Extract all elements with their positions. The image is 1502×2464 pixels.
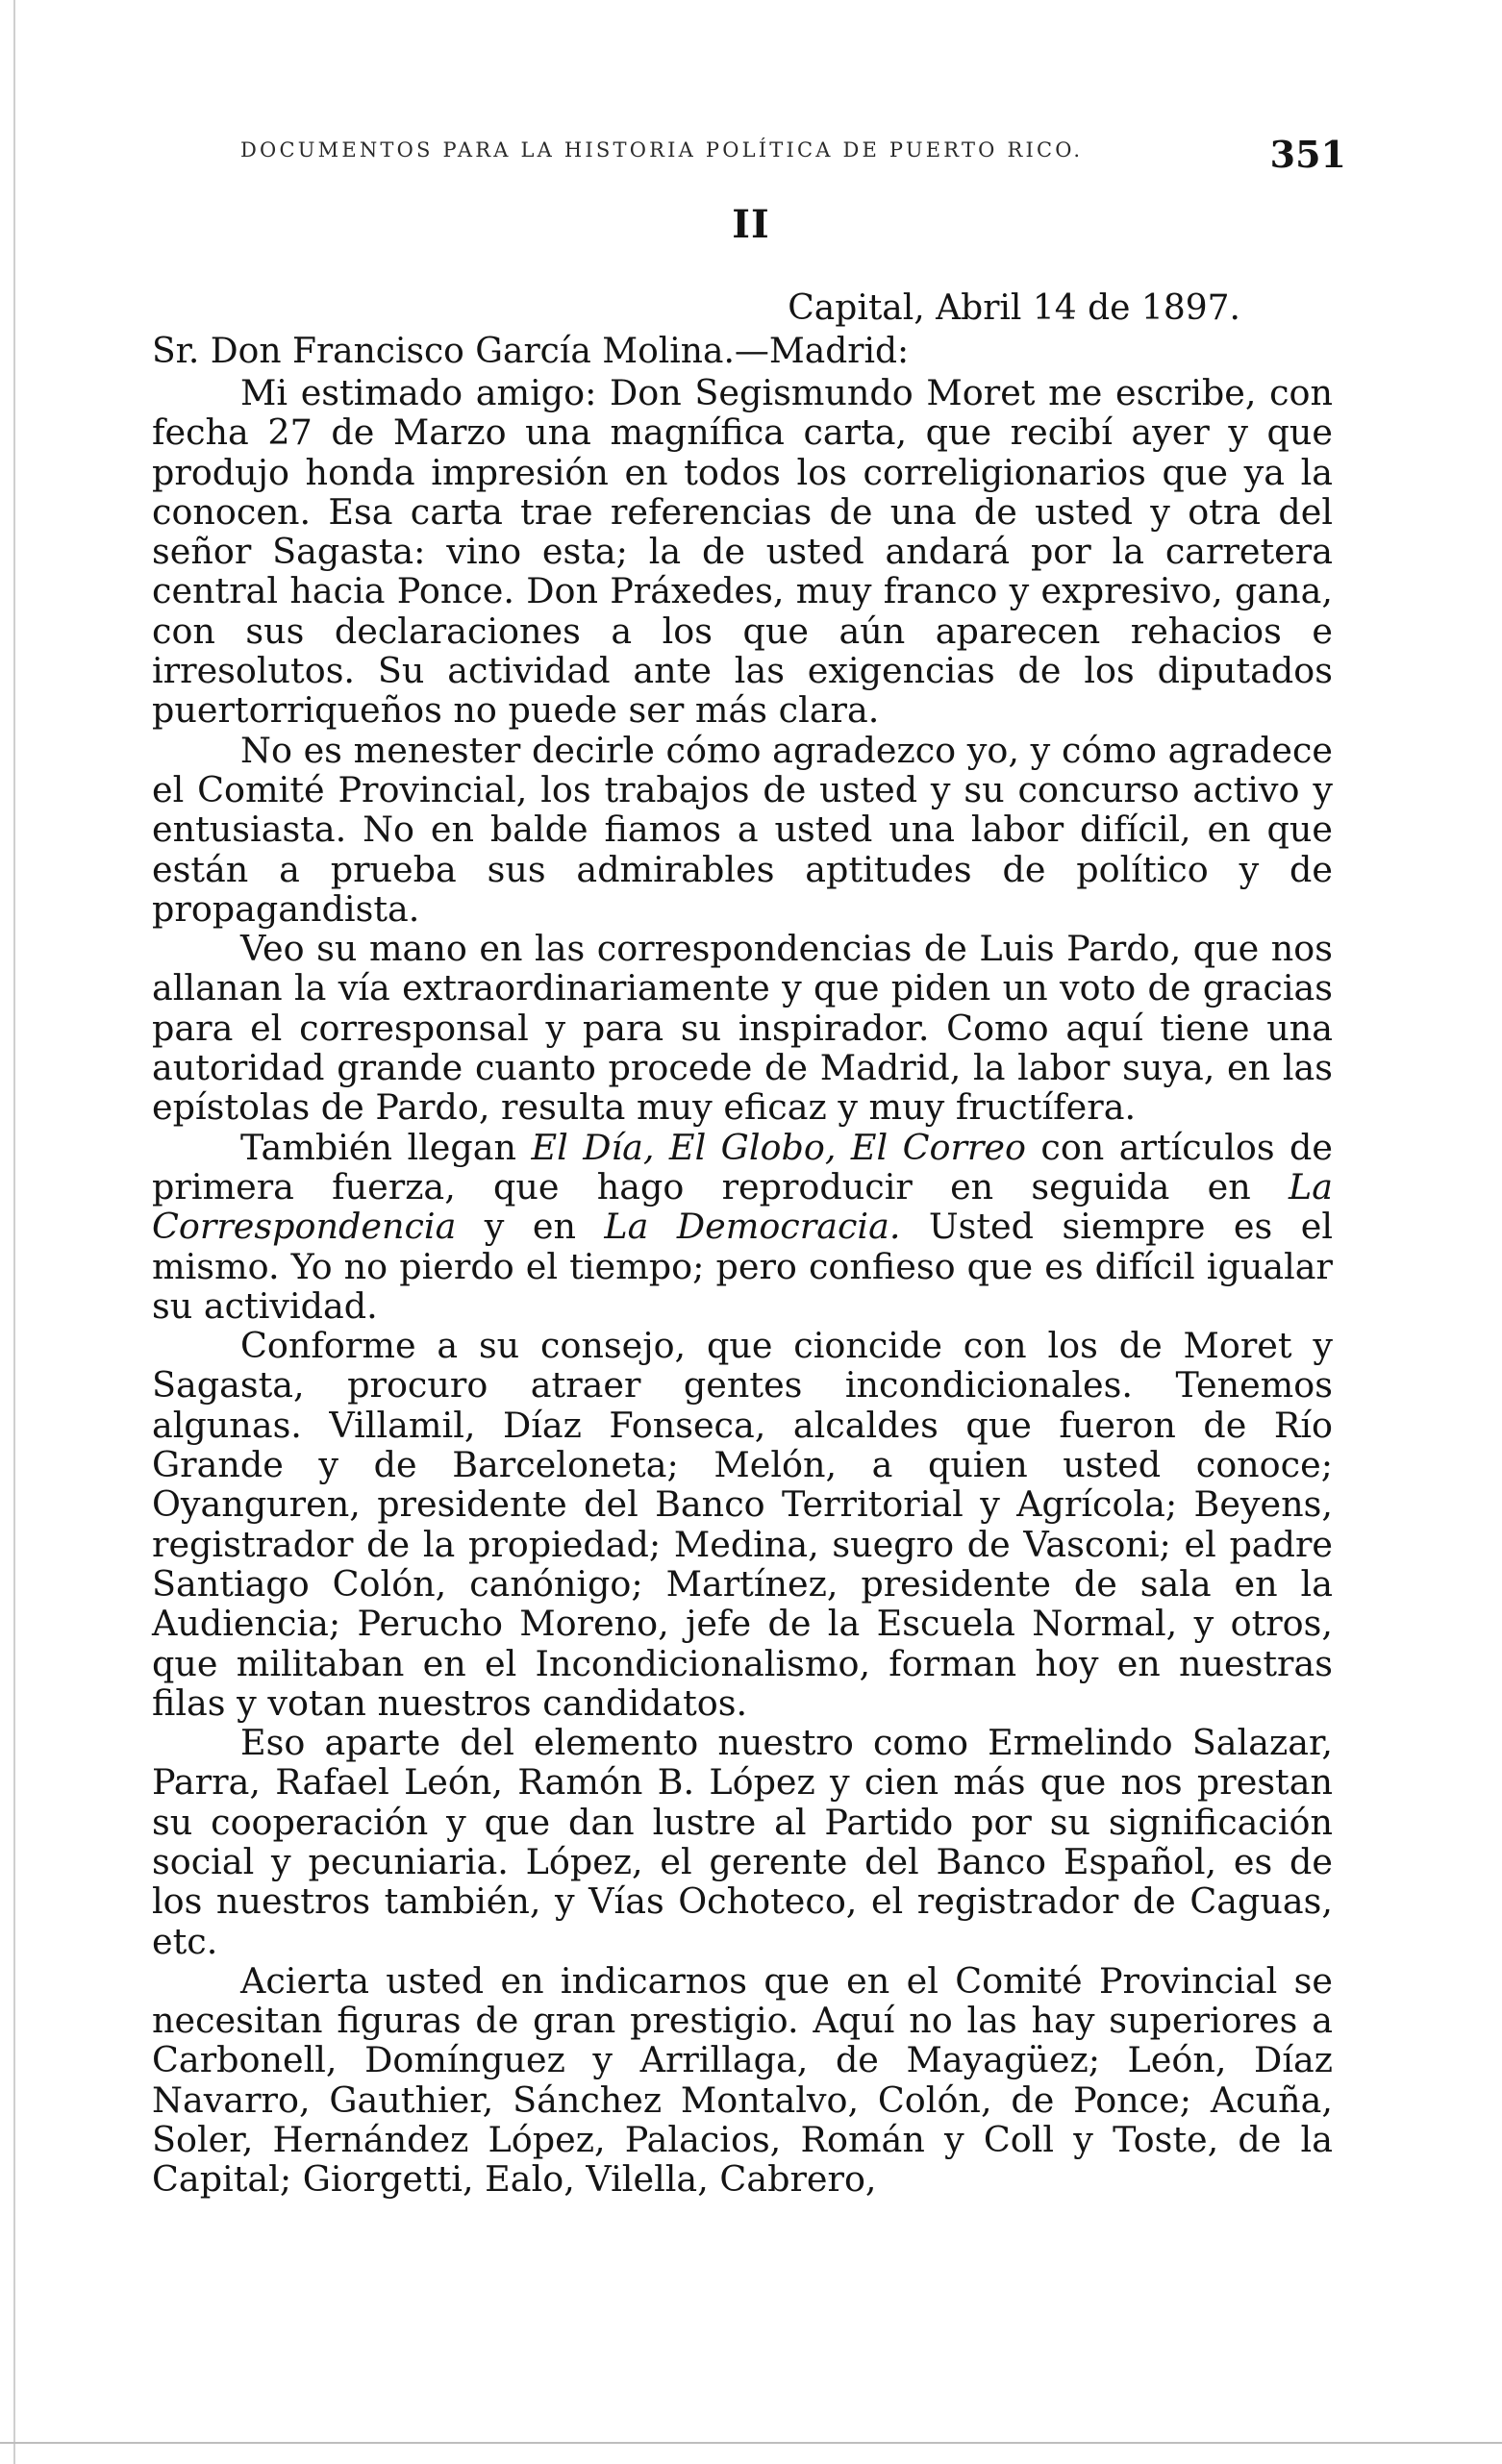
running-header [240,133,1346,176]
running-title: DOCUMENTOS PARA LA HISTORIA POLÍTICA DE PUERTO RICO. [240,138,1084,162]
page-number: 351 [1269,133,1346,176]
paragraph-7: Acierta usted en indicarnos que en el Comité Provincial se necesitan figuras de gran prestigio. Aquí no las hay superiores a Carbonell, Domínguez y Arrillaga, de Mayagüez; León, Díaz Navarro, Gauthier, Sánchez Montalvo, Colón, de Ponce; Acuña, Soler, Hernández López, Palacios, Román y Coll y Toste, de la Capital; Giorgetti, Ealo, Vilella, Cabrero, [152,1959,1333,2201]
section-number: II [732,202,770,247]
paragraph-4-text-1: También llegan [240,1126,532,1168]
paragraph-4-text-3: y en [456,1206,605,1248]
paragraph-5: Conforme a su consejo, que cioncide con los de Moret y Sagasta, procuro atraer gentes incondicionales. Tenemos algunas. Villamil, Díaz Fonseca, alcaldes que fueron de Río Grande y de Barceloneta; Melón, a quien usted conoce; Oyanguren, presidente del Banco Territorial y Agrícola; Beyens, registrador de la propiedad; Medina, suegro de Vasconi; el padre Santiago Colón, canónigo; Martínez, presidente de sala en la Audiencia; Perucho Moreno, jefe de la Escuela Normal, y otros, que militaban en el Incondicionalismo, forman hoy en nuestras filas y votan nuestros candidatos. [152,1325,1333,1724]
newspaper-title-la-correspondencia: La Correspondencia [152,1165,1333,1248]
scan-edge-line [13,0,15,2464]
paragraph-3: Veo su mano en las correspondencias de Luis Pardo, que nos allanan la vía extraordinariamente y que piden un voto de gracias para el corresponsal y para su inspirador. Como aquí tiene una autoridad grande cuanto procede de Madrid, la labor suya, en las epístolas de Pardo, resulta muy eficaz y muy fructífera. [152,928,1333,1129]
letter-salutation: Sr. Don Francisco García Molina.—Madrid: [152,332,910,371]
scan-bottom-line [0,2442,1502,2444]
paragraph-2: No es menester decirle cómo agradezco yo, y cómo agradece el Comité Provincial, los trabajos de usted y su concurso activo y entusiasta. No en balde fiamos a usted una labor difícil, en que están a prueba sus admirables aptitudes de político y de propagandista. [152,729,1333,930]
newspaper-titles: El Día, El Globo, El Correo [531,1126,1026,1168]
paragraph-4 [152,1128,1333,1326]
paragraph-1: Mi estimado amigo: Don Segismundo Moret me escribe, con fecha 27 de Marzo una magnífica carta, que recibí ayer y que produjo honda impresión en todos los correligionarios que ya la conocen. Esa carta trae referencias de una de usted y otra del señor Sagasta: vino esta; la de usted andará por la carretera central hacia Ponce. Don Práxedes, muy franco y expresivo, gana, con sus declaraciones a los que aún aparecen rehacios e irresolutos. Su actividad ante las exigencias de los diputados puertorriqueños no puede ser más clara. [152,372,1333,732]
paragraph-4-text-2: con artículos de primera fuerza, que hago reproducir en seguida en [152,1126,1334,1207]
newspaper-title-la-democracia: La Democracia. [604,1206,901,1248]
paragraph-6: Eso aparte del elemento nuestro como Ermelindo Salazar, Parra, Rafael León, Ramón B. López y cien más que nos prestan su cooperación y que dan lustre al Partido por su significación social y pecuniaria. López, el gerente del Banco Español, es de los nuestros también, y Vías Ochoteco, el registrador de Caguas, etc. [152,1722,1333,1962]
letter-body [152,373,1333,2200]
paragraph-4-text-4: Usted siempre es el mismo. Yo no pierdo el tiempo; pero confieso que es difícil igualar su actividad. [152,1206,1333,1327]
letter-dateline: Capital, Abril 14 de 1897. [788,288,1240,328]
